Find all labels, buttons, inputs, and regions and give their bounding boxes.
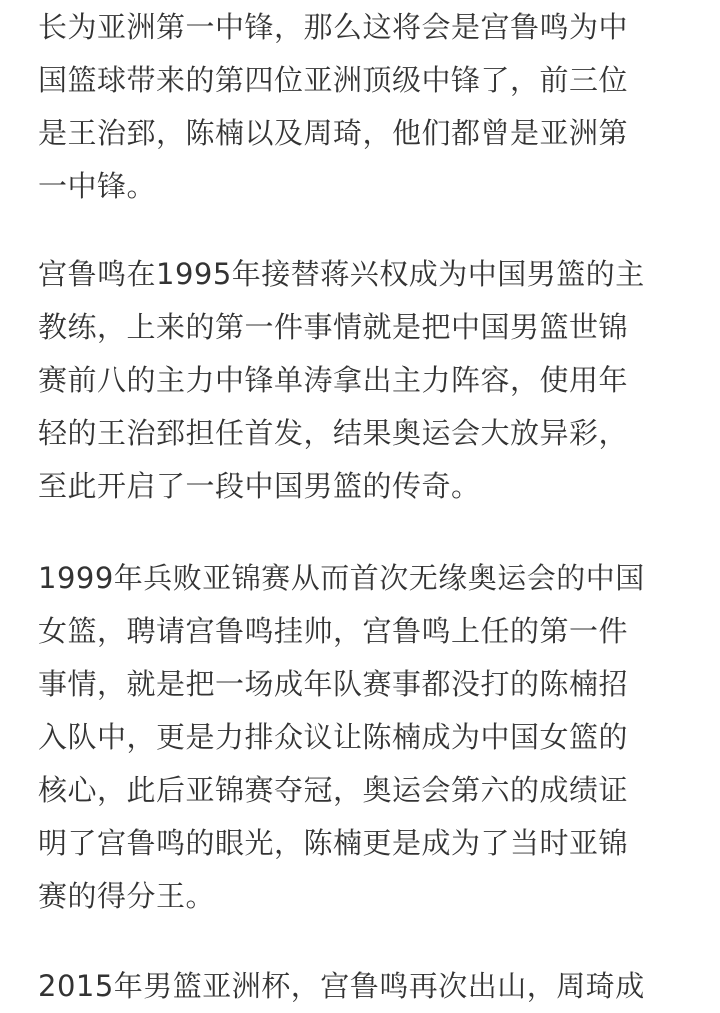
paragraph-4 [38,960,645,1013]
text-line: 至此开启了一段中国男篮的传奇。 [38,469,481,503]
text-line: 入队中，更是力排众议让陈楠成为中国女篮的 [38,720,629,754]
text-line: 女篮，聘请宫鲁鸣挂帅，宫鲁鸣上任的第一件 [38,614,629,648]
text-line: 事情，就是把一场成年队赛事都没打的陈楠招 [38,667,629,701]
paragraph-2 [38,248,645,513]
text-line: 长为亚洲第一中锋，那么这将会是宫鲁鸣为中 [38,10,629,44]
text-line: 1999年兵败亚锦赛从而首次无缘奥运会的中国 [38,561,645,595]
text-line: 宫鲁鸣在1995年接替蒋兴权成为中国男篮的主 [38,257,645,291]
text-line: 轻的王治郅担任首发，结果奥运会大放异彩， [38,416,629,450]
text-line: 教练，上来的第一件事情就是把中国男篮世锦 [38,310,629,344]
paragraph-3 [38,552,645,923]
text-line: 是王治郅，陈楠以及周琦，他们都曾是亚洲第 [38,116,629,150]
text-line: 明了宫鲁鸣的眼光，陈楠更是成为了当时亚锦 [38,826,629,860]
text-line: 核心，此后亚锦赛夺冠，奥运会第六的成绩证 [38,773,629,807]
text-line: 国篮球带来的第四位亚洲顶级中锋了，前三位 [38,63,629,97]
text-line: 一中锋。 [38,169,157,203]
paragraph-1 [38,1,628,213]
text-line: 赛的得分王。 [38,879,216,913]
text-line: 赛前八的主力中锋单涛拿出主力阵容，使用年 [38,363,629,397]
text-line: 2015年男篮亚洲杯，宫鲁鸣再次出山，周琦成 [38,969,645,1003]
